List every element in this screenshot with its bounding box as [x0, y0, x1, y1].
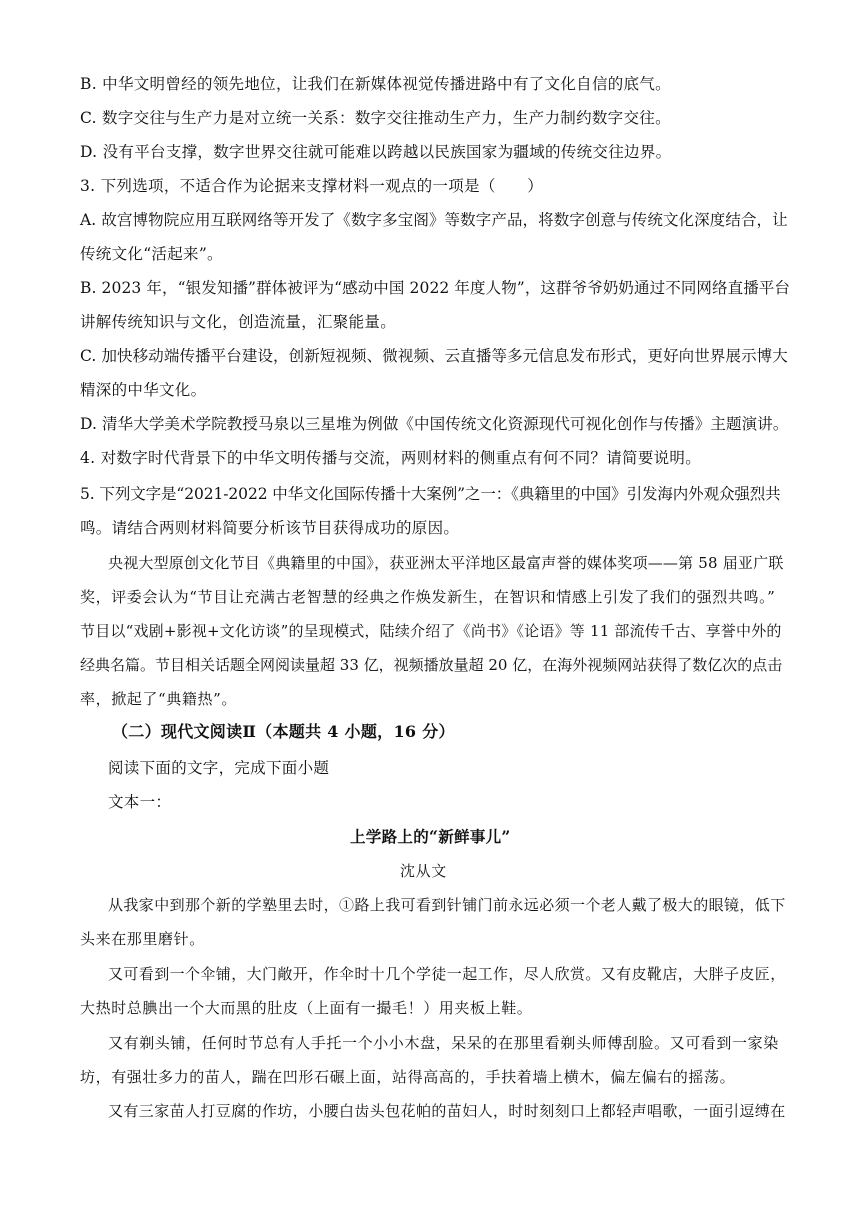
question-5: 5. 下列文字是“2021-2022 中华文化国际传播十大案例”之一：《典籍里的中国》引发海内外观众强烈共: [80, 485, 781, 503]
quote-paragraph-line: 率，掀起了“典籍热”。: [80, 690, 237, 708]
text-one-label: 文本一：: [108, 793, 172, 811]
body-line: 又有剃头铺，任何时节总有人手托一个小小木盘，呆呆的在那里看剃头师傅刮脸。又可看到一家染: [108, 1034, 779, 1052]
question-3-option-b-cont: 讲解传统知识与文化，创造流量，汇聚能量。: [80, 313, 397, 331]
quote-paragraph-line: 奖，评委会认为“节目让充满古老智慧的经典之作焕发新生，在智识和情感上引发了我们的强烈共鸣。”: [80, 588, 776, 606]
option-b-line: B. 中华文明曾经的领先地位，让我们在新媒体视觉传播进路中有了文化自信的底气。: [80, 75, 671, 93]
question-3-option-a-cont: 传统文化“活起来”。: [80, 245, 223, 263]
quote-paragraph-line: 央视大型原创文化节目《典籍里的中国》，获亚洲太平洋地区最富声誉的媒体奖项——第 58 届亚广联: [108, 554, 784, 572]
quote-paragraph-line: 经典名篇。节目相关话题全网阅读量超 33 亿，视频播放量超 20 亿，在海外视频网站获得了数亿次的点击: [80, 656, 783, 674]
question-5-cont: 鸣。请结合两则材料简要分析该节目获得成功的原因。: [80, 519, 460, 537]
article-author: 沈从文: [400, 862, 447, 880]
instruction: 阅读下面的文字，完成下面小题: [108, 759, 330, 777]
body-line: 坊，有强壮多力的苗人，踹在凹形石碾上面，站得高高的，手扶着墙上横木，偏左偏右的摇荡。: [80, 1068, 736, 1086]
quote-paragraph-line: 节目以“戏剧+影视+文化访谈”的呈现模式，陆续介绍了《尚书》《论语》等 11 部流传千古、享誉中外的: [80, 622, 782, 640]
question-4: 4. 对数字时代背景下的中华文明传播与交流，两则材料的侧重点有何不同？请简要说明。: [80, 449, 702, 467]
question-3-option-d: D. 清华大学美术学院教授马泉以三星堆为例做《中国传统文化资源现代可视化创作与传播》主题演讲。: [80, 415, 789, 433]
option-c-line: C. 数字交往与生产力是对立统一关系：数字交往推动生产力，生产力制约数字交往。: [80, 109, 671, 127]
body-line: 又可看到一个伞铺，大门敞开，作伞时十几个学徒一起工作，尽人欣赏。又有皮靴店，大胖子皮匠，: [108, 965, 786, 983]
section-heading: （二）现代文阅读Ⅱ（本题共 4 小题，16 分）: [112, 722, 455, 741]
option-d-line: D. 没有平台支撑，数字世界交往就可能难以跨越以民族国家为疆域的传统交往边界。: [80, 143, 672, 161]
question-3-option-b: B. 2023 年，“银发知播”群体被评为“感动中国 2022 年度人物”，这群爷爷奶奶通过不同网络直播平台: [80, 279, 791, 297]
question-3-option-c-cont: 精深的中华文化。: [80, 381, 207, 399]
body-line: 头来在那里磨针。: [80, 930, 205, 948]
question-3-option-a: A. 故宫博物院应用互联网络等开发了《数字多宝阁》等数字产品，将数字创意与传统文化深度结合，让: [80, 211, 788, 229]
question-3-option-c: C. 加快移动端传播平台建设，创新短视频、微视频、云直播等多元信息发布形式，更好向世界展示博大: [80, 347, 788, 365]
article-title: 上学路上的“新鲜事儿”: [350, 827, 511, 846]
body-line: 从我家中到那个新的学塾里去时，①路上我可看到针铺门前永远必须一个老人戴了极大的眼镜，低下: [108, 896, 786, 914]
body-line: 大热时总腆出一个大而黑的肚皮（上面有一撮毛！）用夹板上鞋。: [80, 999, 533, 1017]
question-3-stem: 3. 下列选项，不适合作为论据来支撑材料一观点的一项是（ ）: [80, 177, 544, 195]
body-line: 又有三家苗人打豆腐的作坊，小腰白齿头包花帕的苗妇人，时时刻刻口上都轻声唱歌，一面引逗缚在: [108, 1102, 786, 1120]
